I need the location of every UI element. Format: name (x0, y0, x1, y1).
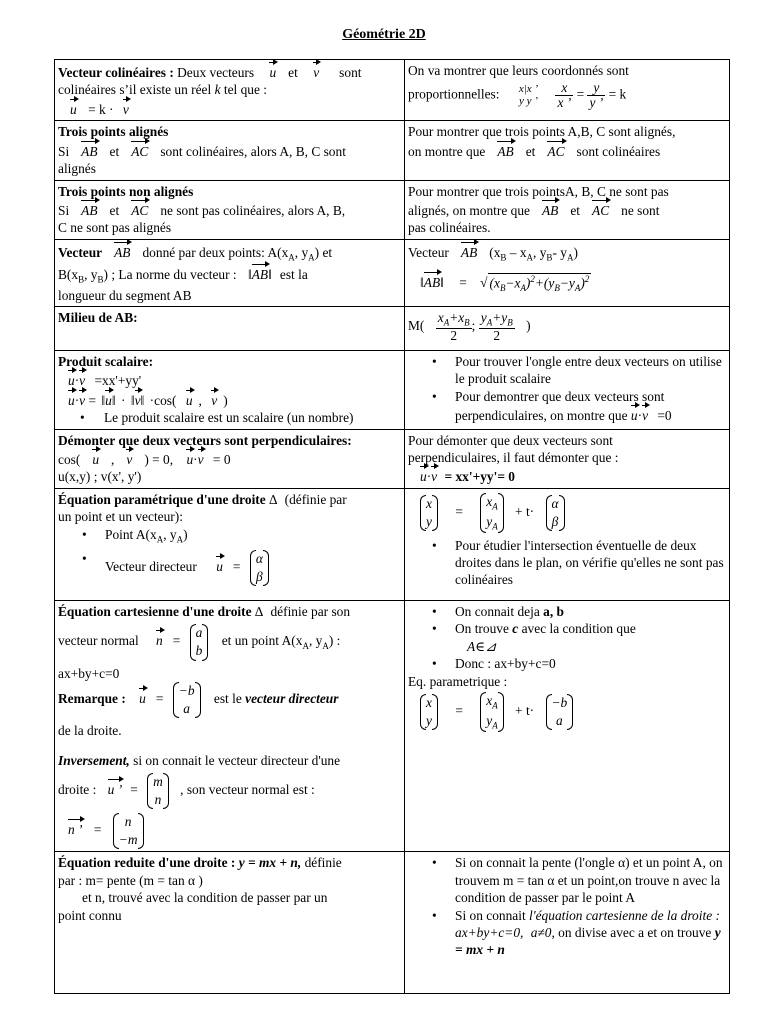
list-item: • Pour demontrer que deux vecteurs sont perpendiculaires, on montre que u·v =0 (408, 388, 725, 425)
list-item: • Pour trouver l'ongle entre deux vecteurs on utilise le produit scalaire (408, 353, 725, 388)
cell-non-aligned-proof: Pour montrer que trois pointsA, B, C ne sont pas alignés, on montre que AB et AC ne sont pas colinéaires. (405, 180, 730, 239)
cell-vector-coords: Vecteur AB ($x_B - x_A$, $y_B-$ $y_A$) ‖AB‖ = √ $(x_B-x_A)^2+(y_B-y_A)^2$ (405, 239, 730, 306)
table-row (55, 429, 730, 488)
cell-midpoint-formula: M( $\frac{x_A+x_B}{2}$ ; $\frac{y_A+y_B}{2}$ ) (405, 306, 730, 350)
page-title: Géométrie 2D (342, 27, 426, 42)
cell-midpoint: Milieu de AB: (55, 306, 405, 350)
list-item: • On trouve c avec la condition que A∈⊿ (408, 620, 725, 655)
cell-cartesian-equation: Équation cartesienne d'une droite ∆ définie par son vecteur normal n = a b et un point $A(x_A$, $y_A$) : ax+by+c=0 Remarque : u = −b a est le vecteur directeur de la droite. Inversement, si on connait le vecteur directeur d'une droite : u ’ = m n , son vecteur normal est : n ’ = n −m (55, 600, 405, 851)
cell-cartesian-steps: • On connait deja a, b • On trouve c avec la condition que A∈⊿ • Donc : ax+by+c=0 Eq. parametrique : x y = $x_A$ $y_A$ + t· −b a (405, 600, 730, 851)
list-item: • Si on connait la pente (l'ongle α) et un point A, on trouvem m = tan α et un point,on trouve n avec la condition de passer par le point A (408, 854, 725, 906)
cell-vector-two-points: Vecteur AB donné par deux points: $A(x_A$, $y_A$) et $B(x_B$, $y_B$) ; La norme du vecteur : ‖AB‖ est la longueur du segment AB (55, 239, 405, 306)
cell-aligned-points: Trois points alignés Si AB et AC sont colinéaires, alors A, B, C sont alignés (55, 121, 405, 180)
cell-collinear-proof: On va montrer que leurs coordonnés sont proportionnelles: x|x ’ y y ’ $\frac{x}{x ’}$ = $\frac{y}{y ’}$ = k (405, 60, 730, 121)
cell-reduced-steps (405, 852, 730, 994)
table-row (55, 180, 730, 239)
table-row (55, 60, 730, 121)
cell-dot-product-uses (405, 350, 730, 429)
list-item: • Pour étudier l'intersection éventuelle de deux droites dans le plan, on vérifie qu'elles ne sont pas colinéaires (408, 537, 725, 589)
cell-non-aligned-points: Trois points non alignés Si AB et AC ne sont pas colinéaires, alors A, B, C ne sont pas alignés (55, 180, 405, 239)
list-item: • Point $A(x_A$, $y_A$) (58, 526, 400, 546)
cell-collinear-vectors: Vecteur colinéaires : Deux vecteurs u et v sont colinéaires s’il existe un réel k tel que : u = k · v (55, 60, 405, 121)
list-item: • Donc : ax+by+c=0 (408, 655, 725, 672)
table-row (55, 350, 730, 429)
table-row (55, 239, 730, 306)
table-row (55, 306, 730, 350)
formula-table (54, 59, 730, 994)
cell-aligned-proof: Pour montrer que trois points A,B, C sont alignés, on montre que AB et AC sont colinéaires (405, 121, 730, 180)
cell-reduced-equation: Équation reduite d'une droite : y = mx + n, définie par : m= pente (m = tan α ) et n, trouvé avec la condition de passer par un point connu (55, 852, 405, 994)
table-row (55, 852, 730, 994)
table-row (55, 600, 730, 851)
cell-parametric-equation: Équation paramétrique d'une droite ∆ (définie par un point et un vecteur): • Point $A(x_A$, $y_A$) • Vecteur directeur u = α β (55, 488, 405, 600)
list-item: • Le produit scalaire est un scalaire (un nombre) (58, 409, 400, 426)
cell-parametric-form: x y = $x_A$ $y_A$ + t· α β • Pour étudier l'intersection éventuelle de deux droites dans le plan, on vérifie qu'elles ne sont pas colinéaires (405, 488, 730, 600)
list-item: • On connait deja a, b (408, 603, 725, 620)
cell-dot-product: Produit scalaire: u·v =xx'+yy' u·v = ‖u‖ · ‖v‖ ·cos( u , v ) • Le produit scalaire est un scalaire (un nombre) (55, 350, 405, 429)
list-item: • Si on connait l'équation cartesienne de la droite : ax+by+c=0, a≠0, on divise avec a et on trouve y = mx + n (408, 907, 725, 959)
cell-perpendicular-proof: Pour démonter que deux vecteurs sont perpendiculaires, il faut démonter que : u·v = xx'+yy'= 0 (405, 429, 730, 488)
table-row (55, 488, 730, 600)
table-row (55, 121, 730, 180)
list-item: • Vecteur directeur u = α β (58, 550, 400, 586)
cell-perpendicular: Démonter que deux vecteurs sont perpendiculaires: cos( u , v ) = 0, u·v = 0 u(x,y) ; v(x', y') (55, 429, 405, 488)
